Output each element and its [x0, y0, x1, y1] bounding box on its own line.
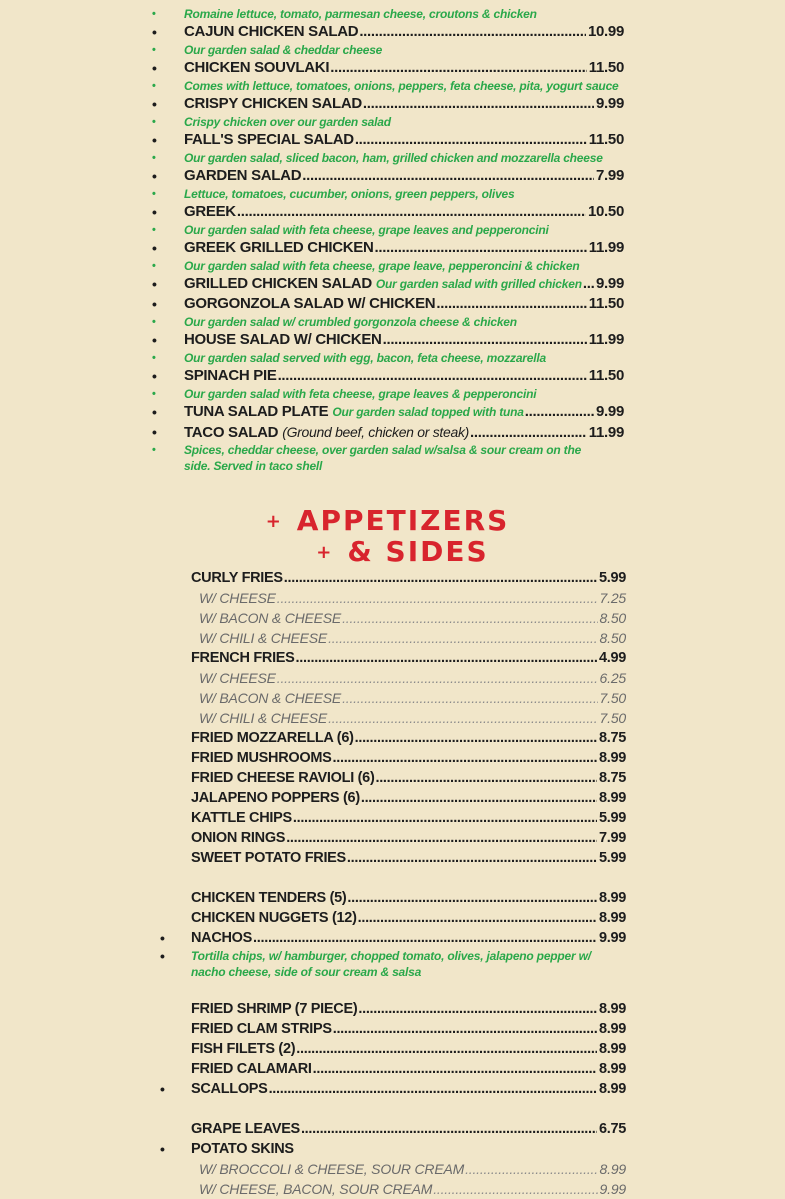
menu-item: ONION RINGS ..... 7.99 — [160, 828, 626, 848]
menu-item-description: • Our garden salad with feta cheese, grape leaves & pepperoncini — [152, 387, 537, 401]
menu-item-name: TUNA SALAD PLATE — [184, 403, 329, 420]
bullet: • — [160, 1141, 165, 1157]
menu-item-description: • Tortilla chips, w/ hamburger, chopped tomato, olives, jalapeno pepper w/ nacho cheese, side of sour cream & salsa — [160, 948, 591, 979]
dot-leader — [237, 202, 586, 222]
menu-sub-item: W/ CHEESE ..... 7.25 — [160, 588, 626, 608]
dot-leader — [383, 330, 587, 350]
menu-item-description: • Our garden salad & cheddar cheese — [152, 43, 383, 57]
menu-item-description: • Our garden salad w/ crumbled gorgonzola cheese & chicken — [152, 315, 517, 329]
bullet: • — [152, 224, 156, 236]
menu-item — [160, 648, 626, 668]
menu-item: KATTLE CHIPS ..... 5.99 — [160, 808, 626, 828]
menu-item — [152, 94, 624, 114]
menu-item-price: 9.99 — [596, 403, 624, 420]
menu-item-inline-description: (Ground beef, chicken or steak) — [282, 424, 470, 440]
menu-item-name: GREEK — [184, 203, 236, 220]
spacer — [160, 1099, 626, 1119]
plus-icon: + — [265, 511, 283, 532]
menu-item — [152, 330, 624, 350]
dot-leader — [286, 828, 597, 848]
menu-item-price: 11.50 — [588, 131, 624, 148]
menu-item — [152, 294, 624, 314]
menu-sub-item: W/ CHEESE, BACON, SOUR CREAM ..... 9.99 — [160, 1179, 626, 1199]
menu-item — [152, 366, 624, 386]
menu-item-inline-description: Our garden salad with grilled chicken — [375, 277, 582, 291]
spacer — [160, 980, 626, 999]
menu-item — [152, 58, 624, 78]
menu-item — [152, 22, 624, 42]
menu-item-description: • Our garden salad, sliced bacon, ham, grilled chicken and mozzarella cheese — [152, 151, 603, 165]
menu-sub-item: W/ CHILI & CHEESE ..... 7.50 — [160, 708, 626, 728]
dot-leader — [328, 628, 597, 648]
bullet: • — [152, 352, 156, 364]
dot-leader — [277, 588, 598, 608]
menu-item-inline-description: Our garden salad topped with tuna — [332, 405, 524, 419]
bullet: • — [152, 316, 156, 328]
dot-leader — [296, 1039, 597, 1059]
dot-leader — [347, 888, 597, 908]
menu-item-name: GRILLED CHICKEN SALAD — [184, 275, 372, 292]
dot-leader — [277, 668, 598, 688]
menu-item-description: • Our garden salad with feta cheese, grape leave, pepperoncini & chicken — [152, 259, 580, 273]
spacer — [160, 868, 626, 888]
dot-leader — [358, 908, 597, 928]
bullet: • — [160, 948, 165, 964]
menu-item-name: CRISPY CHICKEN SALAD — [184, 95, 362, 112]
bullet: • — [160, 1081, 165, 1097]
menu-item: FRIED MUSHROOMS ..... 8.99 — [160, 748, 626, 768]
dot-leader — [313, 1059, 597, 1079]
menu-item: SWEET POTATO FRIES ..... 5.99 — [160, 848, 626, 868]
bullet: • — [152, 444, 156, 456]
menu-item-name: FALL'S SPECIAL SALAD — [184, 131, 354, 148]
dot-leader — [525, 402, 594, 422]
dot-leader — [293, 808, 597, 828]
menu-item-price: 11.99 — [588, 239, 624, 256]
menu-item-description: • Comes with lettuce, tomatoes, onions, peppers, feta cheese, pita, yogurt sauce — [152, 79, 619, 93]
bullet: • — [152, 332, 157, 348]
menu-item: FRIED CLAM STRIPS ..... 8.99 — [160, 1019, 626, 1039]
dot-leader — [375, 238, 587, 258]
menu-item: CHICKEN NUGGETS (12) ..... 8.99 — [160, 908, 626, 928]
menu-item: • NACHOS ..... 9.99 — [160, 928, 626, 948]
bullet: • — [152, 368, 157, 384]
menu-sub-item: W/ CHILI & CHEESE ..... 8.50 — [160, 628, 626, 648]
dot-leader — [284, 568, 597, 588]
dot-leader — [359, 22, 586, 42]
dot-leader — [269, 1079, 597, 1099]
menu-item: CHICKEN TENDERS (5) ..... 8.99 — [160, 888, 626, 908]
bullet: • — [160, 930, 165, 946]
menu-item-description: • Spices, cheddar cheese, over garden salad w/salsa & sour cream on the side. Served in taco shell — [152, 443, 582, 473]
menu-item-price: 10.99 — [587, 23, 624, 40]
menu-item: • POTATO SKINS — [160, 1141, 294, 1157]
menu-item-price: 11.50 — [588, 59, 624, 76]
menu-item-name: GARDEN SALAD — [184, 167, 302, 184]
menu-item-name: HOUSE SALAD W/ CHICKEN — [184, 331, 382, 348]
bullet: • — [152, 404, 157, 420]
section-title — [0, 506, 785, 568]
dot-leader — [355, 130, 587, 150]
dot-leader — [358, 999, 597, 1019]
menu-sub-item: W/ BACON & CHEESE ..... 8.50 — [160, 608, 626, 628]
plus-icon: + — [316, 542, 334, 563]
bullet: • — [152, 116, 156, 128]
dot-leader — [328, 708, 597, 728]
menu-item-name: TACO SALAD — [184, 424, 279, 441]
menu-item-price: 11.99 — [588, 424, 624, 441]
menu-item: GRAPE LEAVES ..... 6.75 — [160, 1119, 626, 1139]
bullet: • — [152, 188, 156, 200]
menu-item-name: GORGONZOLA SALAD W/ CHICKEN — [184, 295, 436, 312]
bullet: • — [152, 240, 157, 256]
bullet: • — [152, 388, 156, 400]
menu-item — [160, 568, 626, 588]
menu-item-name: FRENCH FRIES — [191, 650, 295, 666]
dot-leader — [253, 928, 597, 948]
bullet: • — [152, 152, 156, 164]
bullet: • — [152, 44, 156, 56]
menu-item: FRIED MOZZARELLA (6) ..... 8.75 — [160, 728, 626, 748]
menu-item: • SCALLOPS ..... 8.99 — [160, 1079, 626, 1099]
menu-item-price: 9.99 — [596, 275, 624, 292]
menu-item-description: • Our garden salad served with egg, bacon, feta cheese, mozzarella — [152, 351, 546, 365]
menu-item-price: 11.99 — [588, 331, 624, 348]
bullet: • — [152, 204, 157, 220]
dot-leader — [465, 1159, 597, 1179]
dot-leader — [363, 94, 594, 114]
bullet: • — [152, 8, 156, 20]
dot-leader — [301, 1119, 597, 1139]
dot-leader — [330, 58, 587, 78]
dot-leader — [355, 728, 597, 748]
menu-item — [152, 422, 624, 442]
bullet: • — [152, 132, 157, 148]
menu-item: FISH FILETS (2) ..... 8.99 — [160, 1039, 626, 1059]
dot-leader — [436, 294, 586, 314]
dot-leader — [296, 648, 597, 668]
menu-item — [152, 202, 624, 222]
dot-leader — [347, 848, 597, 868]
section-title-line1: APPETIZERS — [296, 504, 510, 537]
dot-leader — [375, 768, 597, 788]
menu-item: FRIED CALAMARI ..... 8.99 — [160, 1059, 626, 1079]
menu-item — [152, 274, 624, 294]
menu-item-price: 4.99 — [598, 650, 626, 666]
menu-sub-item: W/ BROCCOLI & CHEESE, SOUR CREAM ..... 8.99 — [160, 1159, 626, 1179]
menu-item — [152, 238, 624, 258]
dot-leader — [278, 366, 587, 386]
menu-item — [152, 130, 624, 150]
dot-leader — [333, 1019, 597, 1039]
menu-item: FRIED SHRIMP (7 PIECE) ..... 8.99 — [160, 999, 626, 1019]
menu-item-price: 11.50 — [588, 295, 624, 312]
menu-item-name: CHICKEN SOUVLAKI — [184, 59, 330, 76]
menu-item-description: • Crispy chicken over our garden salad — [152, 115, 391, 129]
menu-item-description: • Our garden salad with feta cheese, grape leaves and pepperoncini — [152, 223, 549, 237]
menu-item: FRIED CHEESE RAVIOLI (6) ..... 8.75 — [160, 768, 626, 788]
appetizers-section — [160, 568, 626, 1199]
dot-leader — [583, 274, 594, 294]
bullet: • — [152, 168, 157, 184]
menu-item-price: 9.99 — [596, 95, 624, 112]
bullet: • — [152, 80, 156, 92]
dot-leader — [433, 1179, 597, 1199]
menu-item: JALAPENO POPPERS (6) ..... 8.99 — [160, 788, 626, 808]
menu-item-price: 5.99 — [598, 570, 626, 586]
menu-item-name: CURLY FRIES — [191, 570, 283, 586]
menu-sub-item: W/ BACON & CHEESE ..... 7.50 — [160, 688, 626, 708]
bullet: • — [152, 260, 156, 272]
dot-leader — [342, 688, 597, 708]
menu-item — [152, 402, 624, 422]
bullet: • — [152, 424, 157, 440]
menu-item-description: • Romaine lettuce, tomato, parmesan cheese, croutons & chicken — [152, 7, 537, 21]
dot-leader — [470, 423, 587, 443]
salads-section — [152, 6, 624, 474]
menu-item-price: 10.50 — [587, 203, 624, 220]
section-title-line2: & SIDES — [347, 535, 489, 568]
dot-leader — [302, 166, 594, 186]
bullet: • — [152, 296, 157, 312]
menu-item-name: GREEK GRILLED CHICKEN — [184, 239, 374, 256]
dot-leader — [342, 608, 597, 628]
bullet: • — [152, 276, 157, 292]
bullet: • — [152, 96, 157, 112]
dot-leader — [361, 788, 597, 808]
menu-item-name: SPINACH PIE — [184, 367, 277, 384]
menu-item — [152, 166, 624, 186]
dot-leader — [333, 748, 597, 768]
menu-item-price: 7.99 — [596, 167, 624, 184]
menu-item-name: CAJUN CHICKEN SALAD — [184, 23, 359, 40]
bullet: • — [152, 24, 157, 40]
menu-item-description: • Lettuce, tomatoes, cucumber, onions, green peppers, olives — [152, 187, 515, 201]
menu-sub-item: W/ CHEESE ..... 6.25 — [160, 668, 626, 688]
bullet: • — [152, 60, 157, 76]
menu-item-price: 11.50 — [588, 367, 624, 384]
